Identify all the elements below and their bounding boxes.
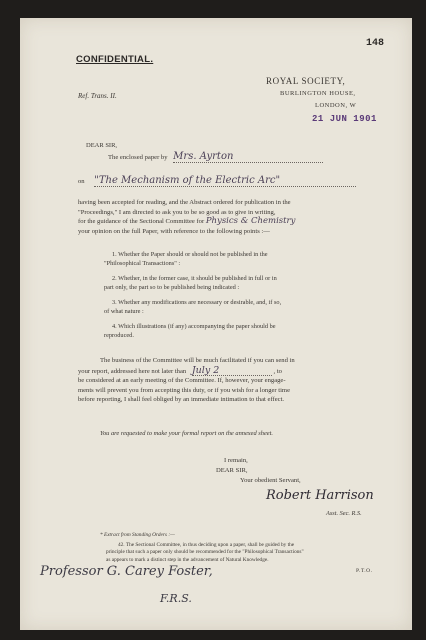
closing-line-4: ments will prevent you from accepting this duty, or if you wish for a longer time (78, 386, 290, 394)
point-1-rest: "Philosophical Transactions" : (104, 260, 181, 268)
point-3-rest: of what nature : (104, 308, 144, 316)
signoff-dear-sir: DEAR SIR, (216, 467, 248, 474)
signoff-remain: I remain, (224, 457, 248, 464)
closing-line-3: be considered at an early meeting of the Committee. If, however, your engage- (78, 377, 286, 385)
salutation: DEAR SIR, (86, 142, 118, 149)
point-1-lead: 1. Whether the Paper should or should not be published in the (112, 251, 268, 258)
closing-line-2-suffix: , to (273, 367, 282, 375)
standing-orders-line-1: 42. The Sectional Committee, in thus deciding upon a paper, shall be guided by the (118, 542, 295, 548)
intro-body (78, 198, 368, 236)
point-3 (104, 298, 356, 317)
deadline-handwriting: July 2 (192, 366, 272, 377)
signature-handwriting: Robert Harrison (266, 488, 374, 503)
report-request: You are requested to make your formal report on the annexed sheet. (100, 430, 273, 437)
on-label: on (78, 178, 85, 185)
confidential-heading: CONFIDENTIAL. (76, 54, 154, 65)
standing-orders-text (106, 542, 392, 564)
intro-line-6: your opinion on the full Paper, with reference to the following points :— (78, 227, 270, 235)
intro-line-3: having been accepted for reading, and the Abstract ordered for publication in the (78, 199, 291, 206)
author-handwriting: Mrs. Ayrton (173, 152, 323, 163)
point-4 (104, 322, 356, 341)
closing-paragraph (78, 356, 378, 405)
point-2-lead: 2. Whether, in the former case, it should be published in full or in (112, 275, 277, 282)
point-4-lead: 4. Which illustrations (if any) accompanying the paper should be (112, 323, 276, 330)
letter-sheet (20, 18, 412, 630)
closing-line-5: before reporting, I shall feel obliged by an immediate intimation to that effect. (78, 396, 285, 404)
addressee-handwriting-line-1: Professor G. Carey Foster, (40, 564, 213, 579)
signatory-title: Asst. Sec. R.S. (326, 510, 362, 517)
point-2-rest: part only, the part so to be published being indicated : (104, 284, 240, 292)
standing-orders-line-2: principle that such a paper only should be recommended for the "Philosophical Transactions" (106, 549, 304, 556)
intro-line-1 (108, 152, 323, 163)
point-3-lead: 3. Whether any modifications are necessary or desirable, and, if so, (112, 299, 282, 306)
pto-label: P.T.O. (356, 568, 373, 574)
closing-line-1: The business of the Committee will be much facilitated if you can send in (100, 357, 295, 364)
page-number: 148 (366, 38, 385, 49)
committee-handwriting: Physics & Chemistry (205, 216, 296, 227)
reference-label: Ref. Trans. II. (78, 92, 117, 100)
closing-line-2-prefix: your report, addressed here not later than (78, 367, 187, 375)
point-1 (104, 250, 356, 269)
signoff-servant: Your obedient Servant, (240, 477, 301, 484)
standing-orders-heading: * Extract from Standing Orders :— (100, 532, 175, 538)
intro-line-5 (78, 217, 368, 227)
address-line-2: LONDON, W (315, 102, 357, 109)
address-line-1: BURLINGTON HOUSE, (280, 90, 356, 97)
paper-title-handwriting: "The Mechanism of the Electric Arc" (94, 176, 356, 187)
intro-line-4: "Proceedings," I am directed to ask you to be so good as to give in writing, (78, 208, 276, 216)
date-stamp: 21 JUN 1901 (312, 114, 377, 124)
organization-name: ROYAL SOCIETY, (266, 76, 346, 86)
addressee-handwriting-line-2: F.R.S. (160, 592, 192, 605)
closing-line-2 (78, 366, 378, 377)
intro-line-5-prefix: for the guidance of the Sectional Committee for (78, 218, 205, 226)
point-2 (104, 274, 356, 293)
intro-prefix: The enclosed paper by (108, 154, 168, 161)
intro-line-2 (78, 176, 356, 187)
point-4-rest: reproduced. (104, 332, 134, 340)
standing-orders-line-3: as appears to mark a distinct step in the advancement of Natural Knowledge. (106, 556, 269, 563)
